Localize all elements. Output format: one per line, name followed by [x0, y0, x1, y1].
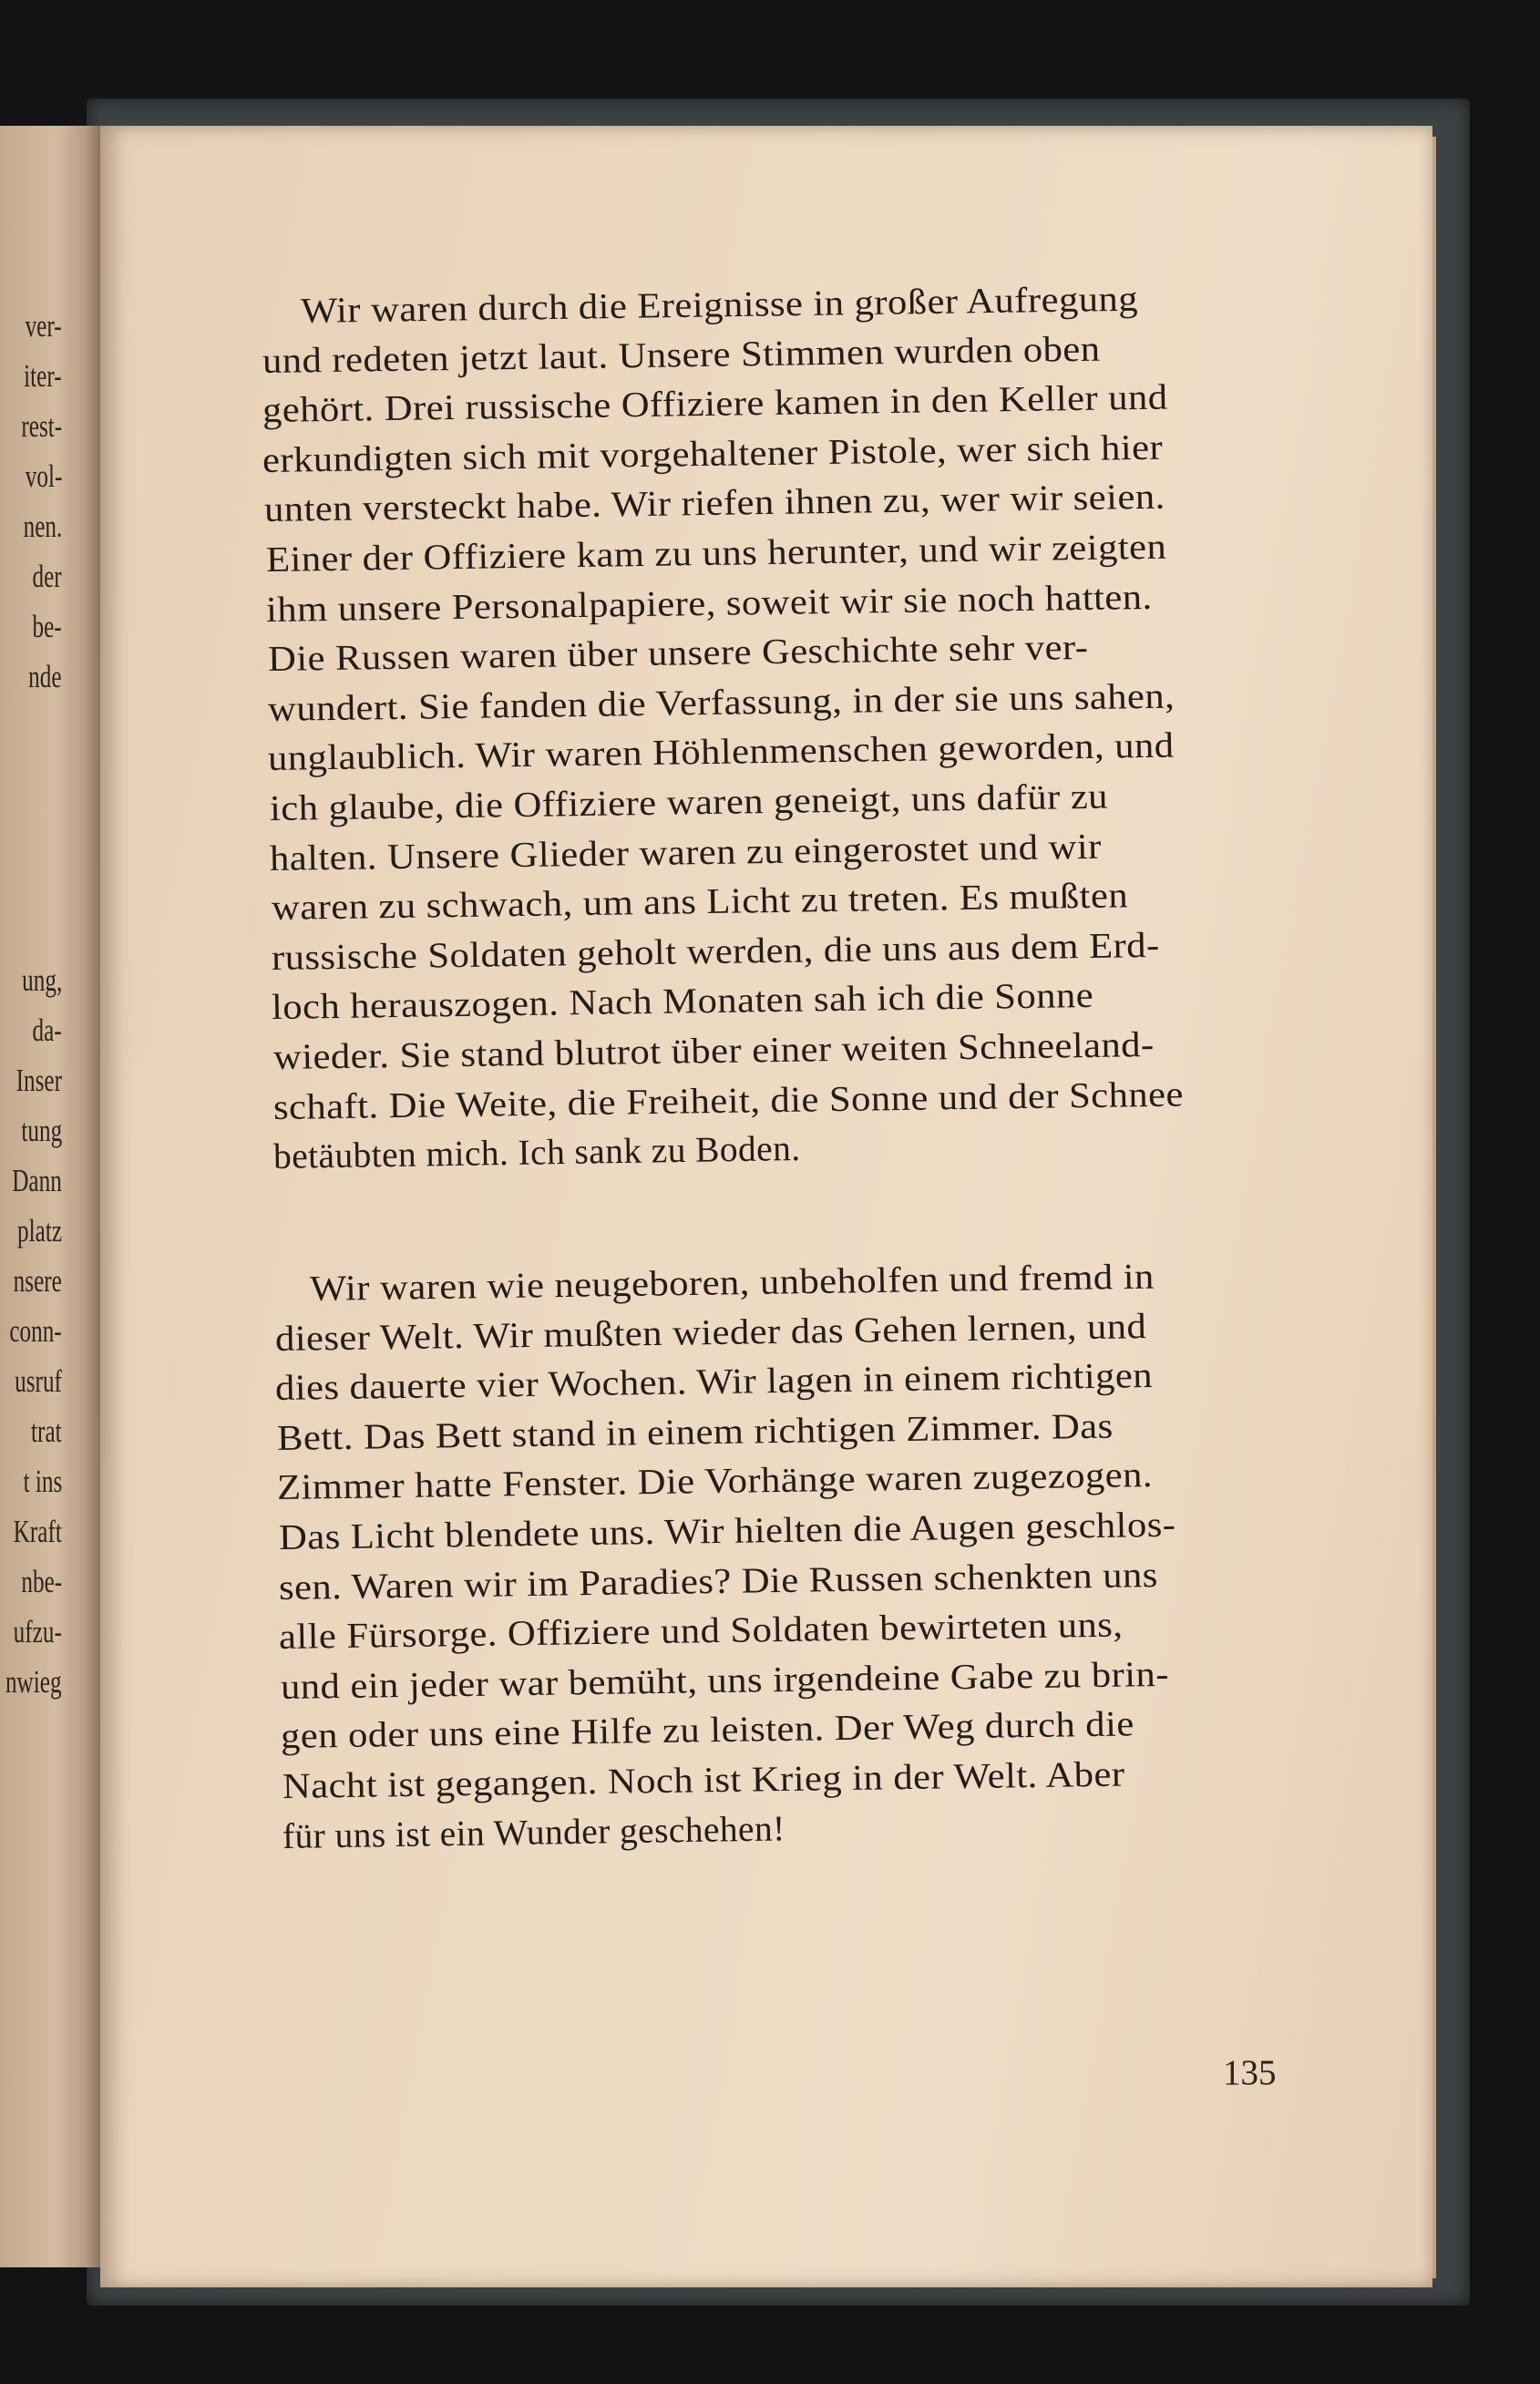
left-fragment: conn- [9, 1313, 62, 1349]
text-line: unglaublich. Wir waren Höhlenmenschen geworden, und [267, 724, 1175, 779]
left-fragment: platz [17, 1213, 62, 1249]
text-line: Bett. Das Bett stand in einem richtigen Zimmer. Das [276, 1405, 1114, 1458]
text-line: betäubten mich. Ich sank zu Boden. [272, 1128, 801, 1177]
text-line: Einer der Offiziere kam zu uns herunter, und wir zeigten [265, 526, 1167, 580]
text-line: ich glaube, die Offiziere waren geneigt, uns dafür zu [269, 776, 1109, 828]
text-line: loch herauszogen. Nach Monaten sah ich die Sonne [271, 975, 1094, 1028]
text-line: für uns ist ein Wunder geschehen! [282, 1807, 785, 1856]
left-fragment: tung [21, 1113, 62, 1148]
left-fragment: ung, [21, 962, 62, 998]
left-fragment: nde [28, 659, 62, 694]
left-fragment: t ins [23, 1464, 62, 1499]
left-fragment: ver- [25, 308, 62, 344]
left-fragment: nwieg [5, 1664, 62, 1700]
left-fragment: trat [31, 1413, 62, 1449]
text-line: halten. Unsere Glieder waren zu eingerostet und wir [269, 826, 1103, 879]
text-line: gen oder uns eine Hilfe zu leisten. Der Weg durch die [280, 1703, 1135, 1757]
text-line: ihm unsere Personalpapiere, soweit wir sie noch hatten. [265, 576, 1153, 630]
text-line: Zimmer hatte Fenster. Die Vorhänge waren zugezogen. [276, 1454, 1154, 1508]
text-line: Das Licht blendete uns. Wir hielten die Augen geschlos- [278, 1504, 1176, 1557]
text-line: waren zu schwach, um ans Licht zu treten. Es mußten [271, 875, 1129, 929]
text-line: wieder. Sie stand blutrot über einer weiten Schneeland- [272, 1023, 1155, 1077]
text-line: erkundigten sich mit vorgehaltener Pistole, wer sich hier [262, 426, 1164, 480]
text-line: Wir waren durch die Ereignisse in großer Aufregung [300, 278, 1139, 331]
left-fragment: iter- [24, 358, 62, 394]
page-number: 135 [1223, 2053, 1277, 2092]
left-page-fragments [0, 126, 100, 2267]
text-line: und ein jeder war bemüht, uns irgendeine Gabe zu brin- [280, 1653, 1170, 1707]
left-fragment: be- [32, 609, 62, 644]
left-fragment: da- [32, 1012, 62, 1048]
text-line: dies dauerte vier Wochen. Wir lagen in einem richtigen [274, 1355, 1154, 1409]
left-fragment: nen. [23, 509, 62, 544]
text-line: Wir waren wie neugeboren, unbeholfen und fremd in [309, 1256, 1155, 1309]
text-line: russische Soldaten geholt werden, die uns aus dem Erd- [271, 924, 1160, 978]
text-line: wundert. Sie fanden die Verfassung, in der sie uns sahen, [267, 675, 1176, 729]
text-line: Nacht ist gegangen. Noch ist Krieg in der Welt. Aber [282, 1753, 1125, 1806]
left-fragment: Dann [12, 1163, 62, 1198]
text-line: Die Russen waren über unsere Geschichte sehr ver- [267, 627, 1089, 680]
text-line: alle Fürsorge. Offiziere und Soldaten bewirteten uns, [278, 1604, 1124, 1658]
text-line: dieser Welt. Wir mußten wieder das Gehen lernen, und [274, 1305, 1147, 1359]
left-fragment: nbe- [21, 1564, 62, 1599]
text-line: sen. Waren wir im Paradies? Die Russen schenkten uns [278, 1554, 1159, 1608]
right-page [100, 126, 1432, 2287]
left-fragment: vol- [25, 458, 62, 494]
text-line: unten versteckt habe. Wir riefen ihnen zu, wer wir seien. [263, 477, 1165, 530]
left-fragment: der [32, 559, 62, 594]
text-line: gehört. Drei russische Offiziere kamen in den Keller und [262, 376, 1168, 431]
left-fragment: nsere [13, 1263, 62, 1299]
left-fragment: ufzu- [13, 1614, 62, 1649]
text-line: und redeten jetzt laut. Unsere Stimmen wurden oben [262, 328, 1101, 381]
text-line: schaft. Die Weite, die Freiheit, die Sonne und der Schnee [272, 1074, 1185, 1127]
left-fragment: Kraft [13, 1514, 62, 1549]
left-fragment: rest- [21, 408, 62, 444]
left-fragment: Inser [15, 1063, 62, 1098]
left-page-edge [0, 126, 100, 2267]
left-fragment: usruf [15, 1363, 62, 1399]
